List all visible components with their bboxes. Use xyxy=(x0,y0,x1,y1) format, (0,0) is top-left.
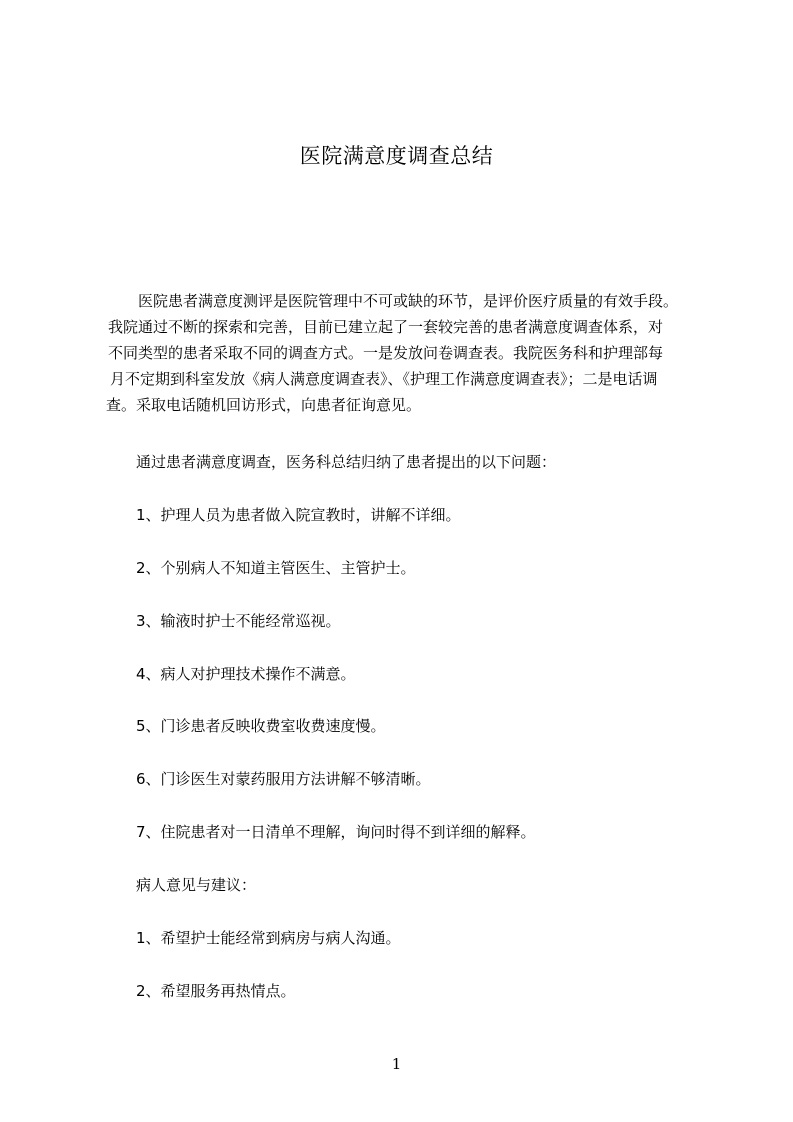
document-title: 医院满意度调查总结 xyxy=(299,144,494,168)
problem-item: 4、病人对护理技术操作不满意。 xyxy=(136,665,356,683)
intro-line: 查。采取电话随机回访形式，向患者征询意见。 xyxy=(106,396,422,414)
intro-line: 不同类型的患者采取不同的调查方式。一是发放问卷调查表。我院医务科和护理部每 xyxy=(108,344,664,362)
intro-line: 我院通过不断的探索和完善，目前已建立起了一套较完善的患者满意度调查体系，对 xyxy=(108,318,664,336)
problem-item: 3、输液时护士不能经常巡视。 xyxy=(136,612,341,630)
intro-paragraph xyxy=(106,288,710,418)
suggestion-item: 1、希望护士能经常到病房与病人沟通。 xyxy=(136,929,401,947)
problem-item: 1、护理人员为患者做入院宣教时，讲解不详细。 xyxy=(136,506,461,524)
problem-item: 2、个别病人不知道主管医生、主管护士。 xyxy=(136,559,416,577)
intro-line: 医院患者满意度测评是医院管理中不可或缺的环节，是评价医疗质量的有效手段。 xyxy=(138,292,679,310)
page-number: 1 xyxy=(391,1055,402,1073)
problem-item: 6、门诊医生对蒙药服用方法讲解不够清晰。 xyxy=(136,770,431,788)
suggestions-heading: 病人意见与建议： xyxy=(136,876,257,894)
intro-line: 月不定期到科室发放《病人满意度调查表》、《护理工作满意度调查表》；二是电话调 xyxy=(110,370,658,388)
suggestion-item: 2、希望服务再热情点。 xyxy=(136,982,296,1000)
summary-intro: 通过患者满意度调查，医务科总结归纳了患者提出的以下问题： xyxy=(136,453,557,471)
problem-item: 7、住院患者对一日清单不理解，询问时得不到详细的解释。 xyxy=(136,823,536,841)
problem-item: 5、门诊患者反映收费室收费速度慢。 xyxy=(136,717,386,735)
